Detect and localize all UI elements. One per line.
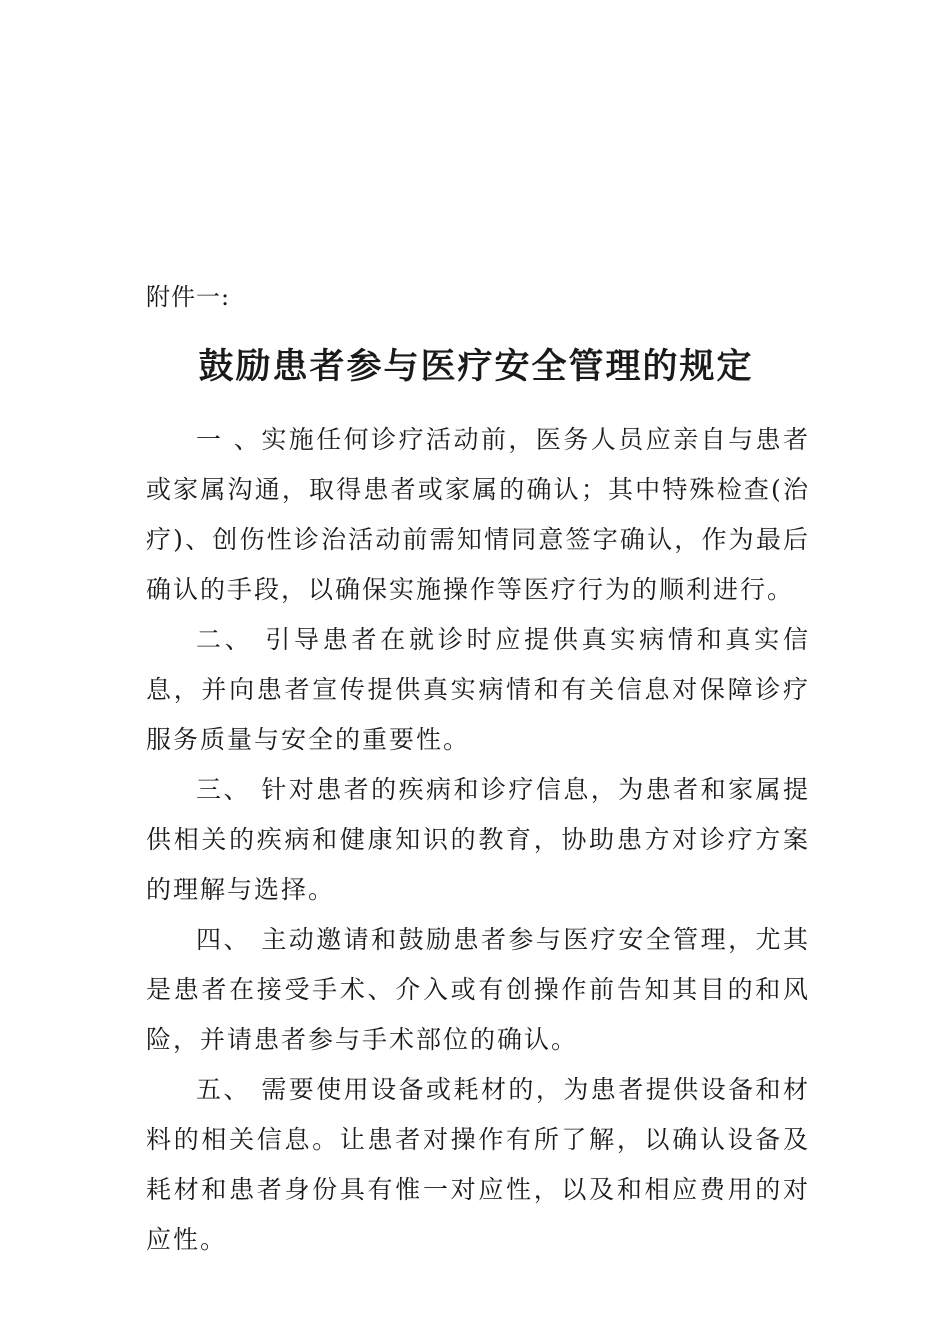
attachment-label: 附件一:: [146, 283, 231, 311]
paragraph-1: 一 、实施任何诊疗活动前，医务人员应亲自与患者或家属沟通，取得患者或家属的确认；其中特殊检查(治疗)、创伤性诊治活动前需知情同意签字确认，作为最后确认的手段，以确保实施操作等医疗行为的顺利进行。: [146, 425, 810, 604]
document-title: 鼓励患者参与医疗安全管理的规定: [198, 346, 754, 387]
paragraph-5: 五、 需要使用设备或耗材的，为患者提供设备和材料的相关信息。让患者对操作有所了解，以确认设备及耗材和患者身份具有惟一对应性，以及和相应费用的对应性。: [146, 1075, 810, 1254]
paragraph-2: 二、 引导患者在就诊时应提供真实病情和真实信息，并向患者宣传提供真实病情和有关信息对保障诊疗服务质量与安全的重要性。: [146, 625, 810, 754]
paragraph-3: 三、 针对患者的疾病和诊疗信息，为患者和家属提供相关的疾病和健康知识的教育，协助患方对诊疗方案的理解与选择。: [146, 775, 810, 904]
document-body: [146, 415, 810, 1265]
paragraph-4: 四、 主动邀请和鼓励患者参与医疗安全管理，尤其是患者在接受手术、介入或有创操作前告知其目的和风险，并请患者参与手术部位的确认。: [146, 925, 810, 1054]
